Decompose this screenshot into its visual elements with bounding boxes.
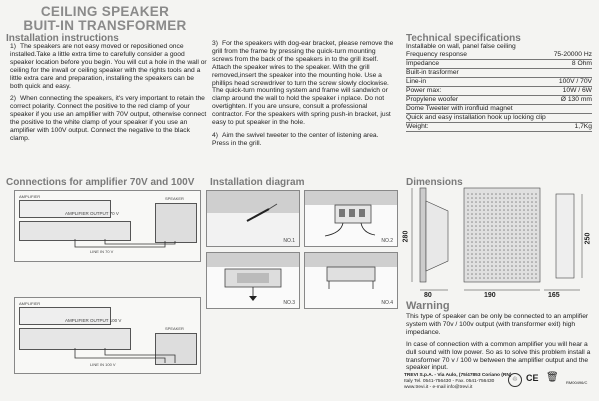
install-item-4: 4) Aim the swivel tweeter to the center of listening area. Press in the grill. <box>212 131 379 147</box>
wiring-lines <box>15 191 200 261</box>
install-col2 <box>212 40 397 153</box>
spec-row <box>406 96 592 105</box>
specs-intro: Installable on wall, panel false ceiling <box>406 43 516 50</box>
spec-row <box>406 123 592 132</box>
page-subtitle: BUIT-IN TRANSFORMER <box>23 18 187 33</box>
warning-p1: This type of speaker can be only be connected to an amplifier system with 70v / 100v output (with transformer exit) high impedance. <box>406 313 589 336</box>
spec-label: Dome Tweeter with ironfluid magnet <box>406 104 513 112</box>
dimensions-drawing <box>404 186 594 298</box>
warning-text <box>406 313 594 377</box>
spec-value: Ø 130 mm <box>560 95 592 103</box>
ce-mark-icon: CE <box>526 373 539 383</box>
wiring-lines <box>15 298 200 373</box>
spec-label: Built-in trasformer <box>406 68 459 76</box>
spec-label: Propylene woofer <box>406 95 459 103</box>
spec-label: Line-in <box>406 77 427 85</box>
connections-heading: Connections for amplifier 70V and 100V <box>6 177 195 188</box>
connection-diagram-100v: AMPLIFIER AMPLIFIER OUTPUT 100 V SPEAKER LINE IN 100 V <box>14 297 201 374</box>
spec-label: Impedance <box>406 59 440 67</box>
install-step-4: NO.4 <box>304 252 398 309</box>
spec-value: 100V / 70V <box>558 77 592 85</box>
install-step-2: NO.2 <box>304 190 398 247</box>
dim-depth-80: 80 <box>424 292 432 299</box>
connection-diagram-70v: AMPLIFIER AMPLIFIER OUTPUT 70 V SPEAKER LINE IN 70 V <box>14 190 201 262</box>
spec-label: Frequency response <box>406 50 467 58</box>
spec-value: 10W / 6W <box>562 86 592 94</box>
document-code: RM00496/C <box>566 380 588 385</box>
warning-heading: Warning <box>406 300 450 312</box>
specs-heading: Technical specifications <box>406 33 521 44</box>
spec-value: 1,7Kg <box>574 122 592 130</box>
install-step-1: NO.1 <box>206 190 300 247</box>
spec-row <box>406 60 592 69</box>
install-item-3: 3) For the speakers with dog-ear bracket, please remove the grill from the frame by pressing the quick-turn mounting screws from the back of the speakers in to the grill itself. Attach the speaker wires to the speaker. With the grill removed,insert the speaker into the mounting hole. Use a phillips head screwdriver to turn the screw slowly clockwise. The quick-turn mounting system and frame will sandwich or clamp around the wall to hold the speaker i nplace. Do not overtighten. If you are unsure, consult a professional contractor. For the speakers with spring push-in bracket, just easy to put speaker in the hole. <box>212 40 394 127</box>
recycle-icon: ♲ <box>508 373 522 387</box>
specs-table <box>406 43 592 132</box>
install-item-1: 1) The speakers are not easy moved or repositioned once installed.Take a little extra time to carefully consider a good speaker location before you begin. You will cut a hole in the wall or ceiling for the inwall or ceiling speaker with the rights tools and a little extra care and preparation, installing the speakers can be both quick and easy. <box>10 43 207 90</box>
dim-height-250: 250 <box>584 232 592 245</box>
dimensions-heading: Dimensions <box>406 177 463 188</box>
install-item-2: 2) When connecting the speakers, it's very important to retain the correct polarity. Connect the positive to the red clamp of your speaker if you use an amplifier with 70V output, otherwise connect the positive to the white clamp of your speaker if you use an amplifier with 100V output. Connect the negative to the black clamp. <box>10 95 207 142</box>
spec-label: Weight: <box>406 122 429 130</box>
spec-row <box>406 51 592 60</box>
spec-row <box>406 69 592 78</box>
page-title: CEILING SPEAKER <box>40 4 170 19</box>
dim-width-190: 190 <box>484 292 496 299</box>
spec-value: 75-20000 Hz <box>553 50 592 58</box>
install-col1 <box>10 43 208 148</box>
spec-label: Power max: <box>406 86 442 94</box>
spec-value: 8 Ohm <box>571 59 592 67</box>
dim-width-165: 165 <box>548 292 560 299</box>
install-step-3: NO.3 <box>206 252 300 309</box>
spec-label: Quick and easy installation hook up locking clip <box>406 113 546 121</box>
weee-bin-icon: 🗑 <box>546 372 559 383</box>
dim-height-280: 280 <box>402 230 410 243</box>
install-diagram-heading: Installation diagram <box>210 177 305 188</box>
footer-company: TREVI S.p.A. - Via Aulo, (75/47853 Coriano (RN) Italy Tel. 0541-756430 - Fax. 0541-756430 www.trevi.it - e-mail info@trevi.it <box>404 373 512 390</box>
spec-row <box>406 78 592 87</box>
spec-row <box>406 114 592 123</box>
install-heading: Installation instructions <box>6 33 119 44</box>
spec-row <box>406 105 592 114</box>
spec-row <box>406 87 592 96</box>
warning-p2: In case of connection with a common amplifier you will hear a dull sound with low power. So as to solve this problem install a transformer 70 v / 100 w between the amplifier output and the speaker input. <box>406 340 591 372</box>
